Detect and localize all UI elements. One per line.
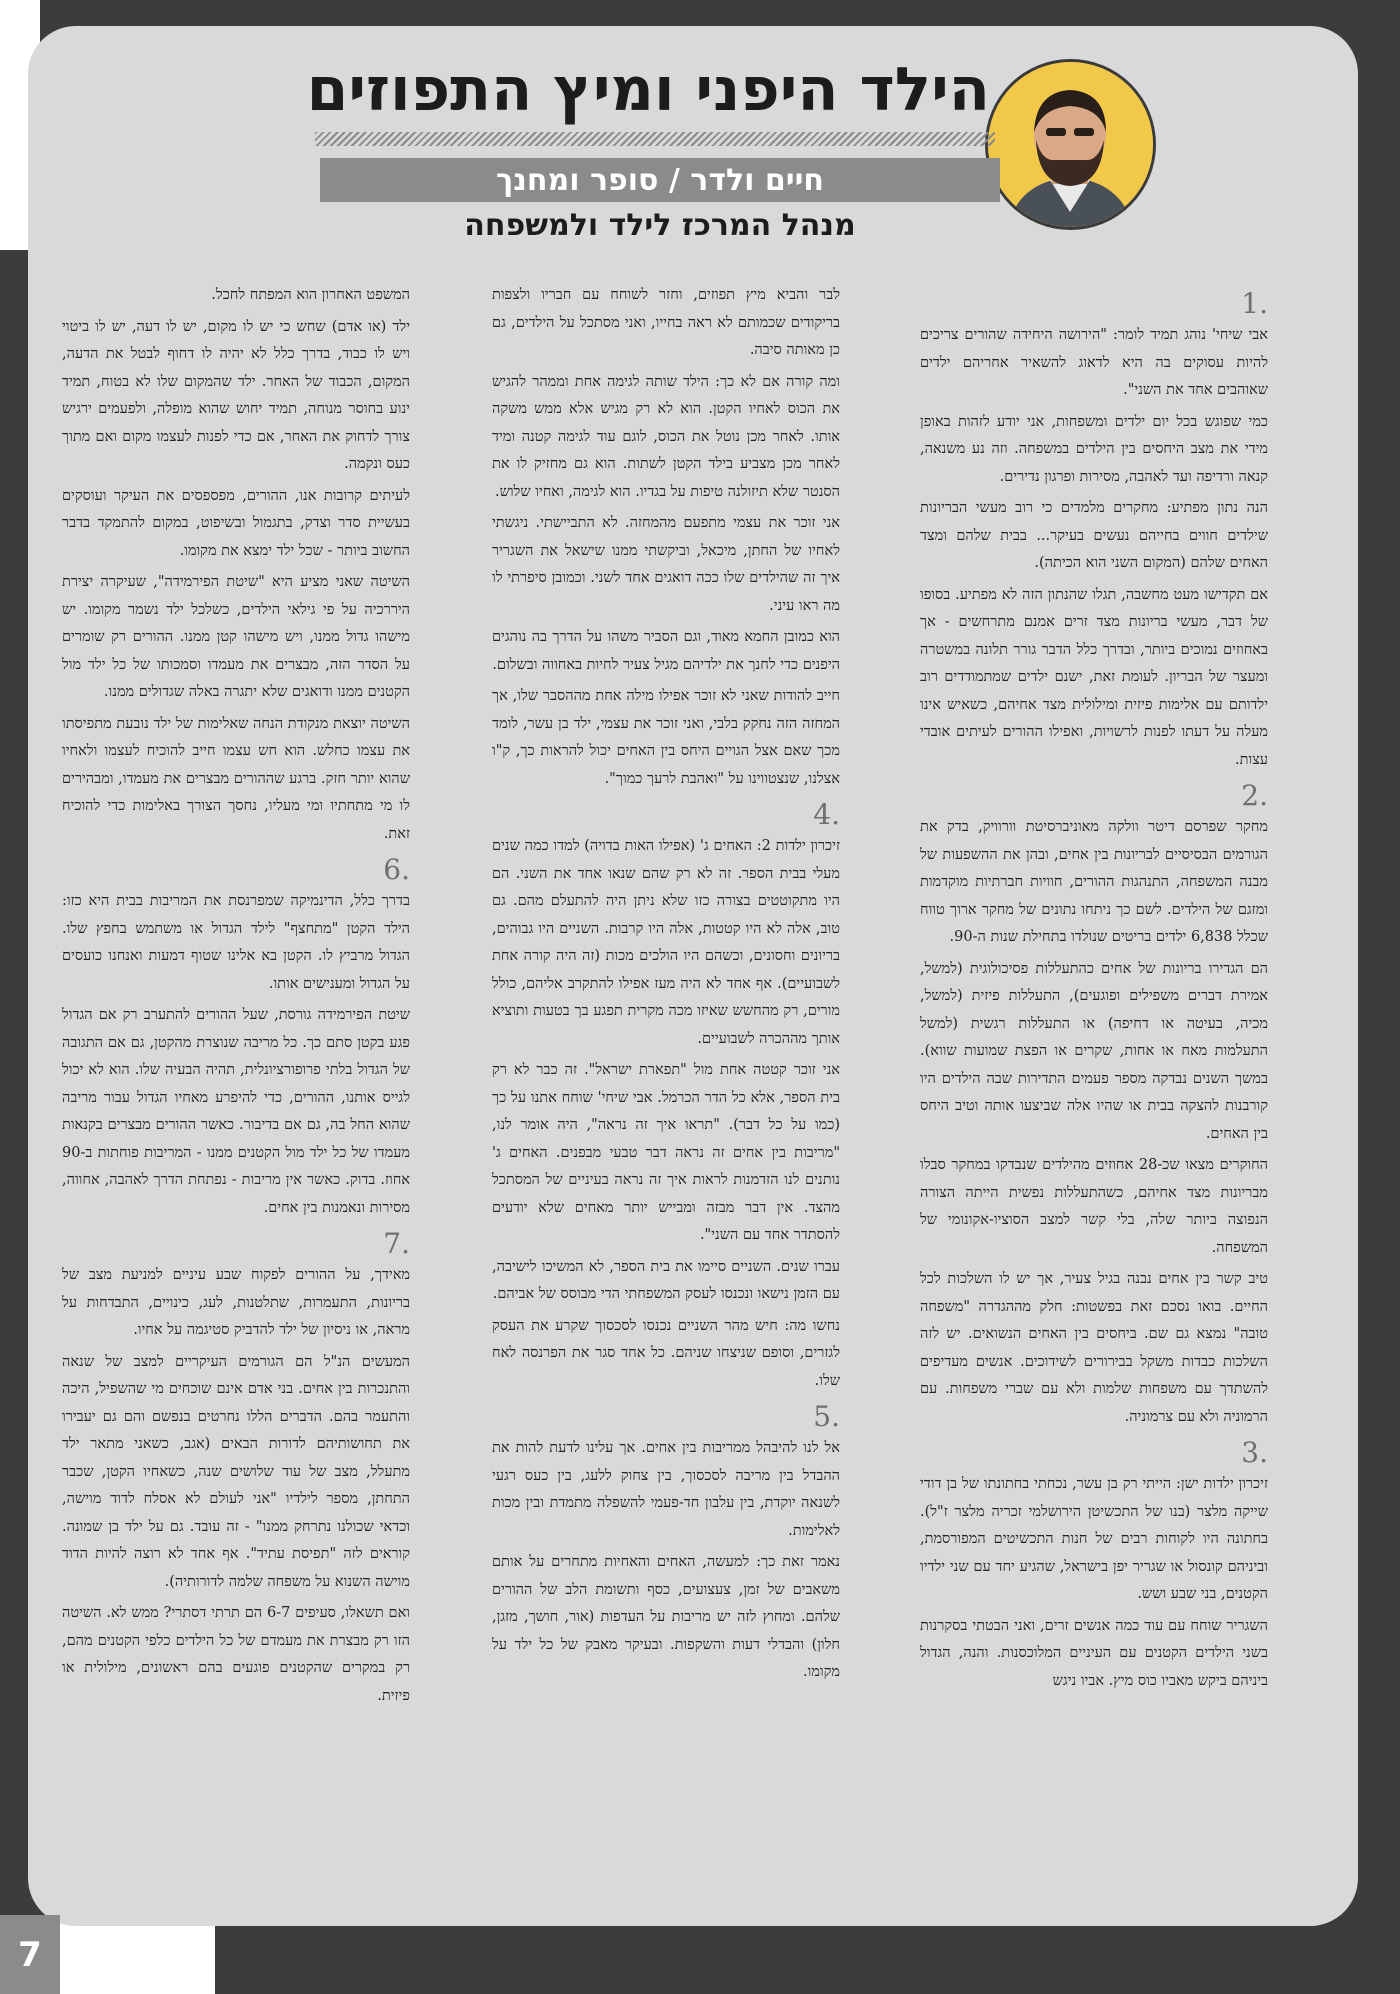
paragraph: אל לנו להיבהל ממריבות בין אחים. אך עלינו לדעת להות את ההבדל בין מריבה לסכסוך, בין צחוק ללעג, בין כעס רגעי לשנאה יוקדת, בין עלבון חד-פעמי להשפלה מתמדת ובין מכות לאלימות. (492, 1440, 840, 1539)
section-number: 5. (813, 1400, 840, 1433)
paragraph: אני זוכר קטטה אחת מול "תפארת ישראל". זה כבר לא רק בית הספר, אלא כל הדר הכרמל. אבי שיחי' שוחח אתנו על כך (כמו על כל דבר). "תראו איך זה נראה", היה אומר לנו, "מריבות בין אחים זה נראה דבר טבעי מבפנים. האחים ג' נותנים לנו הזדמנות לראות איך זה נראה בעיניים של המסתכל מהצד. אין דבר מבזה ומבייש יותר מאחים שלא יודעים להסתדר אחד עם השני". (492, 1062, 840, 1243)
article-headline: הילד היפני ומיץ התפוזים (306, 55, 990, 125)
headline-divider (315, 132, 995, 146)
page-number: 7 (0, 1915, 60, 1994)
author-role: מנהל המרכז לילד ולמשפחה (464, 208, 856, 243)
paragraph: לעיתים קרובות אנו, ההורים, מפספסים את העיקר ועוסקים בעשיית סדר וצדק, בתגמול ובשיפוט, במקום להתמקד בדבר החשוב ביותר - שכל ילד ימצא את מקומו. (62, 487, 410, 559)
paragraph: מאידך, על ההורים לפקוח שבע עיניים למניעת מצב של בריונות, התעמרות, שתלטנות, לעג, כינויים, התבדחות על מראה, או ניסיון של ילד להדביק סטיגמה על אחיו. (62, 1267, 410, 1338)
paragraph: זיכרון ילדות 2: האחים ג' (אפילו האות בדויה) למדו כמה שנים מעלי בבית הספר. זה לא רק שהם שנאו אחד את השני. הם היו מתקוטטים בצורה כזו שלא ניתן היה להתעלם מהם. גם טוב, אלה לא היו קטטות, אלה היו קרבות. השניים היו גבוהים, בריונים וחסונים, וכשהם היו הולכים מכות (זה היה קורה אחת לשבועיים). אף אחד לא היה מעז אפילו להתקרב אליהם, כולל מורים, רק מהחשש שאיזו מכה מקרית תפגע בך בטעות ותוציא אותך מההכרה לשבועיים. (492, 838, 840, 1047)
section-number: 4. (813, 798, 840, 831)
paragraph: הנה נתון מפתיע: מחקרים מלמדים כי רוב מעשי הבריונות שילדים חווים בחייהם נעשים בעיקר... בבית שלהם ומצד האחים שלהם (המקום השני הוא הכיתה). (920, 500, 1268, 571)
article-column-right (920, 282, 1268, 1892)
paragraph: חייב להודות שאני לא זוכר אפילו מילה אחת מההסבר שלו, אך המחזה הזה נחקק בלבי, ואני זוכר את עצמי, ילד בן עשר, לומד מכך שאם אצל הגויים היחס בין האחים יכול להראות כך, ק"ו אצלנו, שנצטווינו על "ואהבת לרעך כמוך". (492, 688, 840, 787)
paragraph: זיכרון ילדות ישן: הייתי רק בן עשר, נכחתי בחתונתו של בן דודי שייקה מלצר (בנו של התכשיטן הירושלמי זכריה מלצר ז"ל). בחתונה היו לקוחות רבים של חנות התכשיטים המפורסמת, וביניהם קונסול או שגריר יפן בישראל, שהגיע יחד עם שני ילדיו הקטנים, בני שבע ושש. (920, 1476, 1268, 1602)
paragraph: ואם תשאלו, סעיפים 6-7 הם תרתי דסתרי? ממש לא. השיטה הזו רק מבצרת את מעמדם של כל הילדים כלפי הקטנים מהם, רק במקרים שהקטנים פוגעים בהם ראשונים, מילולית או פיזית. (62, 1605, 410, 1704)
paragraph: לבר והביא מיץ תפוזים, וחזר לשוחח עם חבריו ולצפות בריקודים שכמותם לא ראה בחייו, ואני מסתכל על הילדים, גם כן מאותה סיבה. (492, 287, 840, 358)
paragraph: אני זוכר את עצמי מתפעם מהמחזה. לא התביישתי. ניגשתי לאחיו של החתן, מיכאל, וביקשתי ממנו שישאל את השגריר איך זה שהילדים שלו ככה דואגים אחד לשני. וכמובן סיפרתי לו מה ראו עיני. (492, 515, 840, 614)
paragraph: נחשו מה: חיש מהר השניים נכנסו לסכסוך שקרע את העסק לגזרים, וסופם שניצחו שניהם. כל אחד סגר את הפרנסה לאח שלו. (492, 1317, 840, 1389)
paragraph: השגריר שוחח עם עוד כמה אנשים זרים, ואני הבטתי בסקרנות בשני הילדים הקטנים עם העיניים המלוכסנות. והנה, הגדול ביניהם ביקש מאביו כוס מיץ. אביו ניגש (920, 1617, 1268, 1689)
paragraph: המעשים הנ"ל הם הגורמים העיקריים למצב של שנאה והתנכרות בין אחים. בני אדם אינם שוכחים מי שהשפיל, היכה והתעמר בהם. הדברים הללו נחרטים בנפשם והם גם יעבירו את תחושותיהם לדורות הבאים (אגב, כשאני מתאר ילד מתעלל, מצב של עוד שלושים שנה, כשאחיו הקטן, שכבר התחתן, מספר לילדיו "אני לעולם לא אסלח לדוד מוישה, וכדאי שכולנו נתרחק ממנו" - זה עובד. גם על ילד בן שמונה. קוראים לזה "תפיסת עתיד". אף אחד לא רוצה להיות הדוד מוישה השנוא על משפחה שלמה לדורותיה). (62, 1353, 410, 1590)
paragraph: השיטה יוצאת מנקודת הנחה שאלימות של ילד נובעת מתפיסתו את עצמו כחלש. הוא חש עצמו חייב להוכיח לעצמו ולאחיו שהוא יותר חזק. ברגע שההורים מבצרים את מעמדו, ומבהירים לו מי מתחתיו ומי מעליו, נחסך הצורך באלימות כדי להוכיח זאת. (62, 715, 410, 842)
section-number: 1. (1241, 287, 1268, 320)
article-column-left (62, 282, 410, 1892)
author-byline: חיים ולדר / סופר ומחנך (320, 158, 1000, 202)
paragraph: המשפט האחרון הוא המפתח לחכל. (211, 287, 410, 303)
paragraph: השיטה שאני מציע היא "שיטת הפירמידה", שעיקרה יצירת היררכיה על פי גילאי הילדים, כשלכל ילד נשמר מקומו. יש מישהו גדול ממנו, ויש מישהו קטן ממנו. ההורים רק שומרים על הסדר הזה, מבצרים את מעמדו וסמכותו של כל ילד מול הקטנים ממנו ודואגים שלא יתגרה באלה שגדולים ממנו. (62, 574, 410, 700)
paragraph: טיב קשר בין אחים נבנה בגיל צעיר, אך יש לו השלכות לכל החיים. בואו נסכם זאת בפשטות: חלק מההגדרה "משפחה טובה" נמצא גם שם. ביחסים בין האחים הנשואים. יש לזה השלכות כבדות משקל בבירורים לשידוכים. אנשים מעדיפים להשתדך עם משפחות שלמות ולא עם שברי משפחות. עם הרמוניה ולא עם צרמוניה. (920, 1271, 1268, 1425)
paragraph: נאמר זאת כך: למעשה, האחים והאחיות מתחרים על אותם משאבים של זמן, צעצועים, כסף ותשומת הלב של ההורים שלהם. ומחוץ לזה יש מריבות על העדפות (אור, חושך, מזגן, חלון) והבדלי דעות והשקפות. ובעיקר מאבק של כל ילד על מקומו. (492, 1554, 840, 1680)
author-avatar (988, 62, 1153, 227)
section-number: 2. (1241, 779, 1268, 812)
paragraph: אם תקדישו מעט מחשבה, תגלו שהנתון הזה לא מפתיע. בסופו של דבר, מעשי בריונות מצד זרים אמנם מתרחשים - אך באחוזים נמוכים ביותר, ובדרך כלל הדבר גורר תלונה במשטרה ומעצר של הבריון. לעומת זאת, ישנם ילדים שמתמודדים רוב ילדותם עם אלימות פיזית ומילולית מצד אחיהם, כשאיש אינו מעלה על דעתו לפנות לרשויות, ואפילו ההורים לעיתים אובדי עצות. (920, 586, 1268, 768)
paragraph: עברו שנים. השניים סיימו את בית הספר, לא המשיכו לישיבה, עם הזמן נישאו ונכנסו לעסק המשפחתי הדי מבוסס של אביהם. (492, 1258, 840, 1302)
paragraph: הוא כמובן החמא מאוד, וגם הסביר משהו על הדרך בה נוהגים היפנים כדי לחנך את ילדיהם מגיל צעיר לחיות באחווה ובשלום. (492, 629, 840, 673)
paragraph: בדרך כלל, הדינמיקה שמפרנסת את המריבות בבית היא כזו: הילד הקטן "מתחצף" לילד הגדול או משתמש בחפץ שלו. הגדול מרביץ לו. הקטן בא אלינו שטוף דמעות ואנחנו כועסים על הגדול ומענישים אותו. (62, 893, 410, 992)
paragraph: שיטת הפירמידה גורסת, שעל ההורים להתערב רק אם הגדול פגע בקטן סתם כך. כל מריבה שנוצרת מהקטן, גם אם התגובה של הגדול בלתי פרופורציונלית, תהיה הבעיה שלו. הוא לא יכול לגייס אותנו, ההורים, כדי להיפרע מאחיו הגדול עבור מריבה שהוא החל בה, גם אם בדיבור. כאשר ההורים מבצרים בקנאות מעמדו של כל ילד מול הקטנים ממנו - המריבות פוחתות ב-90 אחוז. בדוק. כאשר אין מריבות - נפתחת הדרך לאהבה, אחווה, מסירות ונאמנות בין אחים. (62, 1007, 410, 1216)
paragraph: אבי שיחי' נוהג תמיד לומר: "הירושה היחידה שהורים צריכים להיות עסוקים בה היא לדאוג להשאיר אחריהם ילדים שאוהבים אחד את השני". (920, 327, 1268, 398)
paragraph: ילד (או אדם) שחש כי יש לו מקום, יש לו דעה, יש לו ביטוי ויש לו כבוד, בדרך כלל לא יהיה לו דחוף לבטל את הדעה, המקום, הכבוד של האחר. ילד שהמקום שלו לא בטוח, תמיד ינוע בחוסר מנוחה, תמיד יחוש שהוא מופלה, ולפעמים ירגיש צורך לדחוק את האחר, אם כדי לפנות לעצמו מקום ואם מתוך כעס ונקמה. (62, 318, 410, 472)
paragraph: הם הגדירו בריונות של אחים כהתעללות פסיכולוגית (למשל, אמירת דברים משפילים ופוגעים), התעללות פיזית (למשל, מכיה, בעיטה או דחיפה) או התעללות רגשית (למשל התעלמות מאח או אחות, שקרים או הפצת שמועות שווא). במשך השנים נבדקה מספר פעמים התדירות שבה הילדים היו קורבנות להצקה בבית או שהיו אלה שביצעו אותה וטיב היחס בין האחים. (920, 960, 1268, 1142)
paragraph: החוקרים מצאו שכ-28 אחוזים מהילדים שנבדקו במחקר סבלו מבריונות מצד אחיהם, כשהתעללות נפשית הייתה הצורה הנפוצה ביותר שלה, בלי קשר למצב הסוציו-אקונומי של המשפחה. (920, 1157, 1268, 1256)
paragraph: ומה קורה אם לא כך: הילד שותה לגימה אחת וממהר להגיש את הכוס לאחיו הקטן. הוא לא רק מגיש אלא ממש משקה אותו. לאחר מכן נוטל את הכוס, לוגם עוד לגימה קטנה ומיד לאחר מכן מצביע בילד הקטן לשתות. הוא גם מחזיק לו את הסנטר שלא תיזולנה טיפות על בגדיו. הוא לגימה, ואחיו שלוש. (492, 373, 840, 500)
section-number: 3. (1241, 1436, 1268, 1469)
article-column-middle (492, 282, 840, 1892)
paragraph: כמי שפוגש בכל יום ילדים ומשפחות, אני יודע לזהות באופן מידי את מצב היחסים בין הילדים במשפחה. וזה נע משנאה, קנאה ורדיפה ועד לאהבה, מסירות ופרגון נדירים. (920, 413, 1268, 485)
section-number: 6. (383, 853, 410, 886)
section-number: 7. (383, 1227, 410, 1260)
paragraph: מחקר שפרסם דיטר וולקה מאוניברסיטת וורוויק, בדק את הגורמים הבסיסיים לבריונות בין אחים, ובהן את ההשפעות של מבנה המשפחה, התנהגות ההורים, חוויות חברתיות מוקדמות ומזגם של הילדים. לשם כך ניתחו נתונים של מחקר ארוך טווח שכלל 6,838 ילדים בריטים שנולדו בתחילת שנות ה-90. (920, 819, 1268, 945)
